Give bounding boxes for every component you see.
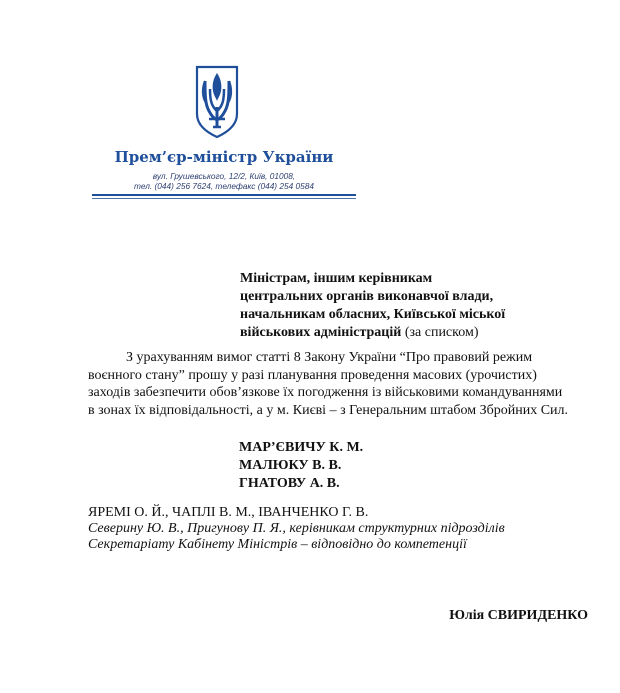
cc-line-3: Секретаріату Кабінету Міністрів – відповідно до компетенції (88, 537, 467, 552)
letterhead-divider (92, 194, 356, 196)
letterhead-title: Прем’єр-міністр України (114, 148, 334, 166)
recipient-line-3: начальникам обласних, Київської міської (240, 307, 506, 322)
coat-of-arms-icon-svg (192, 64, 242, 138)
addressee-2: МАЛЮКУ В. В. (239, 458, 342, 473)
recipient-line-2: центральних органів виконавчої влади, (240, 289, 494, 304)
cc-line-2: Северину Ю. В., Пригунову П. Я., керівникам структурних підрозділів (88, 521, 505, 536)
letterhead-phone: тел. (044) 256 7624, телефакс (044) 254 0584 (134, 181, 314, 191)
copy-recipients-block (88, 505, 588, 553)
signature-name: Юлія СВИРИДЕНКО (449, 608, 588, 623)
body-line-2: воєнного стану” прошу у разі планування проведення масових (урочистих) (88, 367, 537, 383)
addressee-3: ГНАТОВУ А. В. (239, 476, 340, 491)
letterhead-divider-secondary (92, 198, 356, 199)
recipient-line-4 (240, 324, 560, 342)
recipient-line-4-note: (за списком) (401, 325, 479, 340)
cc-line-1: ЯРЕМІ О. Й., ЧАПЛІ В. М., ІВАНЧЕНКО Г. В. (88, 505, 369, 520)
recipient-line-4-main: військових адміністрацій (240, 325, 402, 340)
recipient-block (240, 270, 560, 342)
letterhead-address: вул. Грушевського, 12/2, Київ, 01008, (152, 171, 296, 181)
recipient-line-1: Міністрам, іншим керівникам (240, 271, 433, 286)
coat-of-arms-icon (192, 64, 242, 138)
addressee-1: МАР’ЄВИЧУ К. М. (239, 440, 364, 455)
letterhead (92, 64, 356, 200)
body-line-4: в зонах їх відповідальності, а у м. Києві – з Генеральним штабом Збройних Сил. (88, 402, 569, 418)
body-line-1: З урахуванням вимог статті 8 Закону України “Про правовий режим (126, 350, 533, 365)
letter-body (88, 349, 588, 419)
body-line-3: заходів забезпечити обов’язкове їх погодження із військовими командуваннями (88, 385, 563, 401)
addressees-block (239, 439, 439, 493)
